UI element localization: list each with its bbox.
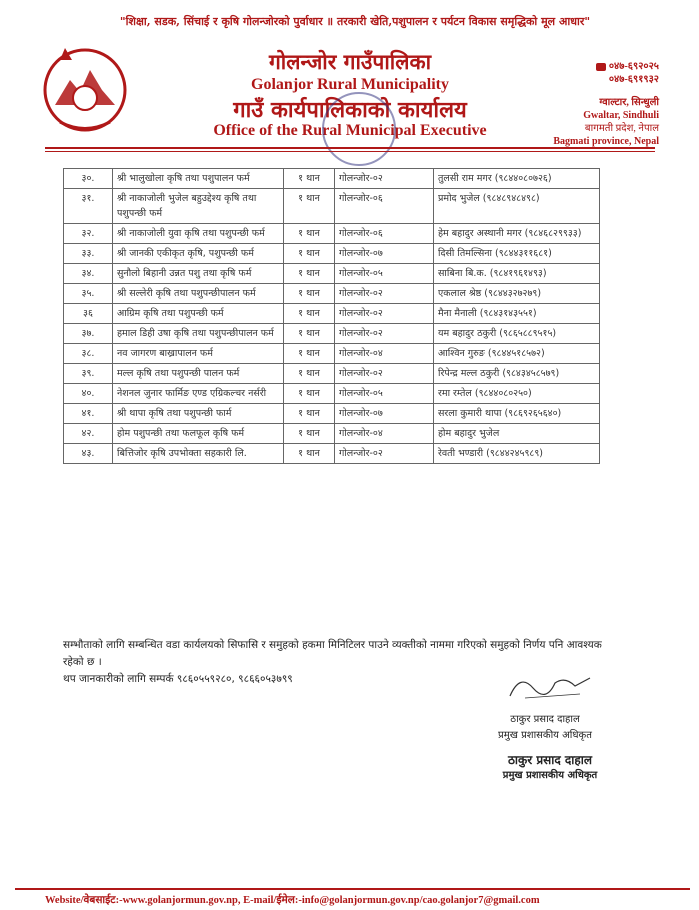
phone-icon xyxy=(596,63,606,71)
farm-name-cell: नेशनल जुनार फार्मिङ एण्ड एग्रिकल्चर नर्सरी xyxy=(113,384,284,404)
serial-number-cell: ३६ xyxy=(64,304,113,324)
serial-number-cell: ४१. xyxy=(64,404,113,424)
table-row xyxy=(64,244,600,264)
farm-name-cell: नव जागरण बाख्रापालन फर्म xyxy=(113,344,284,364)
owner-cell: रिपेन्द्र मल्ल ठकुरी (९८४३४५८५७९) xyxy=(434,364,600,384)
serial-number-cell: ४२. xyxy=(64,424,113,444)
serial-number-cell: ३३. xyxy=(64,244,113,264)
signer-title: प्रमुख प्रशासकीय अधिकृत xyxy=(498,730,592,741)
owner-cell: प्रमोद भुजेल (९८४८९४८४९८) xyxy=(434,189,600,224)
header-divider xyxy=(45,147,655,149)
area-cell: १ थान xyxy=(284,284,335,304)
area-cell: १ थान xyxy=(284,364,335,384)
owner-cell: रमा रम्तेल (९८४४०८०२५०) xyxy=(434,384,600,404)
farm-name-cell: श्री थापा कृषि तथा पशुपन्छी फार्म xyxy=(113,404,284,424)
stamp-title: प्रमुख प्रशासकीय अधिकृत xyxy=(502,770,598,781)
owner-cell: मैना मैनाली (९८४३१४३५५१) xyxy=(434,304,600,324)
table-row xyxy=(64,344,600,364)
serial-number-cell: ३१. xyxy=(64,189,113,224)
ward-cell: गोलन्जोर-०२ xyxy=(335,324,434,344)
ward-cell: गोलन्जोर-०२ xyxy=(335,364,434,384)
owner-cell: होम बहादुर भुजेल xyxy=(434,424,600,444)
farm-name-cell: श्री नाकाजोली भुजेल बहुउद्देश्य कृषि तथा पशुपन्छी फर्म xyxy=(113,189,284,224)
footer-note: सम्भौताको लागि सम्बन्धित वडा कार्यलयको सिफासि र समुहको हकमा मिनिटिलर पाउने व्यक्तीको नाममा गरिएको समुहको निर्णय पनि आवश्यक रहेको छ । xyxy=(63,639,602,668)
area-cell: १ थान xyxy=(284,304,335,324)
area-cell: १ थान xyxy=(284,189,335,224)
office-title-en: Office of the Rural Municipal Executive xyxy=(213,122,487,139)
serial-number-cell: ३५. xyxy=(64,284,113,304)
area-cell: १ थान xyxy=(284,424,335,444)
table-row xyxy=(64,424,600,444)
municipality-title-np: गोलन्जोर गाउँपालिका xyxy=(268,49,432,74)
owner-cell: रेवती भण्डारी (९८४४२४५९८९) xyxy=(434,444,600,464)
serial-number-cell: ३२. xyxy=(64,224,113,244)
serial-number-cell: ४०. xyxy=(64,384,113,404)
ward-cell: गोलन्जोर-०६ xyxy=(335,224,434,244)
table-row xyxy=(64,264,600,284)
name-stamp xyxy=(480,752,620,784)
area-cell: १ थान xyxy=(284,264,335,284)
table-row xyxy=(64,324,600,344)
owner-cell: एकलाल श्रेष्ठ (९८४४३२७२७९) xyxy=(434,284,600,304)
phone-line xyxy=(539,60,659,73)
slogan: "शिक्षा, सडक, सिंचाई र कृषि गोलन्जोरको पुर्वाधार ॥ तरकारी खेति,पशुपालन र पर्यटन विकास समृद्धिको मूल आधार" xyxy=(119,15,591,28)
table-row xyxy=(64,304,600,324)
table-row xyxy=(64,364,600,384)
table-row xyxy=(64,284,600,304)
phone-2: ०४७-६९१९३२ xyxy=(608,74,659,85)
farm-name-cell: हमाल डिही उषा कृषि तथा पशुपन्छीपालन फर्म xyxy=(113,324,284,344)
serial-number-cell: ३८. xyxy=(64,344,113,364)
owner-cell: साबिना बि.क. (९८४१९६१४९३) xyxy=(434,264,600,284)
ward-cell: गोलन्जोर-०४ xyxy=(335,424,434,444)
table-row xyxy=(64,189,600,224)
ward-cell: गोलन्जोर-०६ xyxy=(335,189,434,224)
table-row xyxy=(64,224,600,244)
website-line: Website/वेबसाईट:-www.golanjormun.gov.np, E-mail/ईमेल:-info@golanjormun.gov.np/cao.golanjor7@gmail.com xyxy=(45,895,540,906)
office-stamp xyxy=(322,92,396,166)
owner-cell: दिसी तिमल्सिना (९८४४३११६८१) xyxy=(434,244,600,264)
owner-cell: आश्विन गुरुङ (९८४४५१८५७२) xyxy=(434,344,600,364)
owner-cell: हेम बहादुर अस्थानी मगर (९८४६८२९९३३) xyxy=(434,224,600,244)
ward-cell: गोलन्जोर-०२ xyxy=(335,284,434,304)
nepal-emblem-logo xyxy=(40,40,130,135)
office-title-np: गाउँ कार्यपालिकाको कार्यालय xyxy=(233,97,467,123)
municipality-title-en: Golanjor Rural Municipality xyxy=(251,76,449,93)
farm-name-cell: सुनौलो बिहानी उन्नत पशु तथा कृषि फर्म xyxy=(113,264,284,284)
ward-cell: गोलन्जोर-०७ xyxy=(335,244,434,264)
area-cell: १ थान xyxy=(284,224,335,244)
header-divider-thin xyxy=(45,151,655,152)
owner-cell: तुलसी राम मगर (९८४४०८०७२६) xyxy=(434,169,600,189)
ward-cell: गोलन्जोर-०४ xyxy=(335,344,434,364)
serial-number-cell: ३७. xyxy=(64,324,113,344)
ward-cell: गोलन्जोर-०२ xyxy=(335,444,434,464)
table-row xyxy=(64,169,600,189)
table-row xyxy=(64,384,600,404)
contact-block xyxy=(539,60,659,148)
stamp-name: ठाकुर प्रसाद दाहाल xyxy=(507,753,593,767)
farm-name-cell: श्री सल्लेरी कृषि तथा पशुपन्छीपालन फर्म xyxy=(113,284,284,304)
farm-list-table xyxy=(63,168,600,464)
farm-name-cell: होम पशुपन्छी तथा फलफूल कृषि फर्म xyxy=(113,424,284,444)
footer-divider xyxy=(15,888,690,890)
farm-name-cell: मल्ल कृषि तथा पशुपन्छी पालन फर्म xyxy=(113,364,284,384)
area-cell: १ थान xyxy=(284,444,335,464)
area-cell: १ थान xyxy=(284,404,335,424)
area-cell: १ थान xyxy=(284,244,335,264)
area-cell: १ थान xyxy=(284,169,335,189)
signer-name: ठाकुर प्रसाद दाहाल xyxy=(510,714,580,725)
phone-1: ०४७-६९२०२५ xyxy=(608,61,659,72)
area-cell: १ थान xyxy=(284,324,335,344)
owner-cell: यम बहादुर ठकुरी (९८६५८८९५१५) xyxy=(434,324,600,344)
farm-name-cell: श्री नाकाजोली युवा कृषि तथा पशुपन्छी फर्म xyxy=(113,224,284,244)
owner-cell: सरला कुमारी थापा (९८६९२६५६४०) xyxy=(434,404,600,424)
ward-cell: गोलन्जोर-०७ xyxy=(335,404,434,424)
signer-block xyxy=(470,712,620,744)
ward-cell: गोलन्जोर-०२ xyxy=(335,304,434,324)
serial-number-cell: ३९. xyxy=(64,364,113,384)
serial-number-cell: ४३. xyxy=(64,444,113,464)
ward-cell: गोलन्जोर-०२ xyxy=(335,169,434,189)
farm-name-cell: बित्तिजोर कृषि उपभोक्ता सहकारी लि. xyxy=(113,444,284,464)
farm-name-cell: श्री भालुखोला कृषि तथा पशुपालन फर्म xyxy=(113,169,284,189)
serial-number-cell: ३४. xyxy=(64,264,113,284)
address-en: Gwaltar, Sindhuli xyxy=(583,110,659,121)
area-cell: १ थान xyxy=(284,344,335,364)
contact-line: थप जानकारीको लागि सम्पर्क ९८६०५५९२८०, ९८६६०५३७९९ xyxy=(63,673,293,685)
province-np: बागमती प्रदेश, नेपाल xyxy=(584,123,659,134)
farm-name-cell: आग्रिम कृषि तथा पशुपन्छी फर्म xyxy=(113,304,284,324)
signature xyxy=(505,668,595,704)
ward-cell: गोलन्जोर-०५ xyxy=(335,264,434,284)
farm-name-cell: श्री जानकी एकीकृत कृषि, पशुपन्छी फर्म xyxy=(113,244,284,264)
address-np: ग्वाल्टार, सिन्धुली xyxy=(599,97,659,108)
ward-cell: गोलन्जोर-०५ xyxy=(335,384,434,404)
area-cell: १ थान xyxy=(284,384,335,404)
table-row xyxy=(64,404,600,424)
table-row xyxy=(64,444,600,464)
serial-number-cell: ३०. xyxy=(64,169,113,189)
province-en: Bagmati province, Nepal xyxy=(553,136,659,147)
